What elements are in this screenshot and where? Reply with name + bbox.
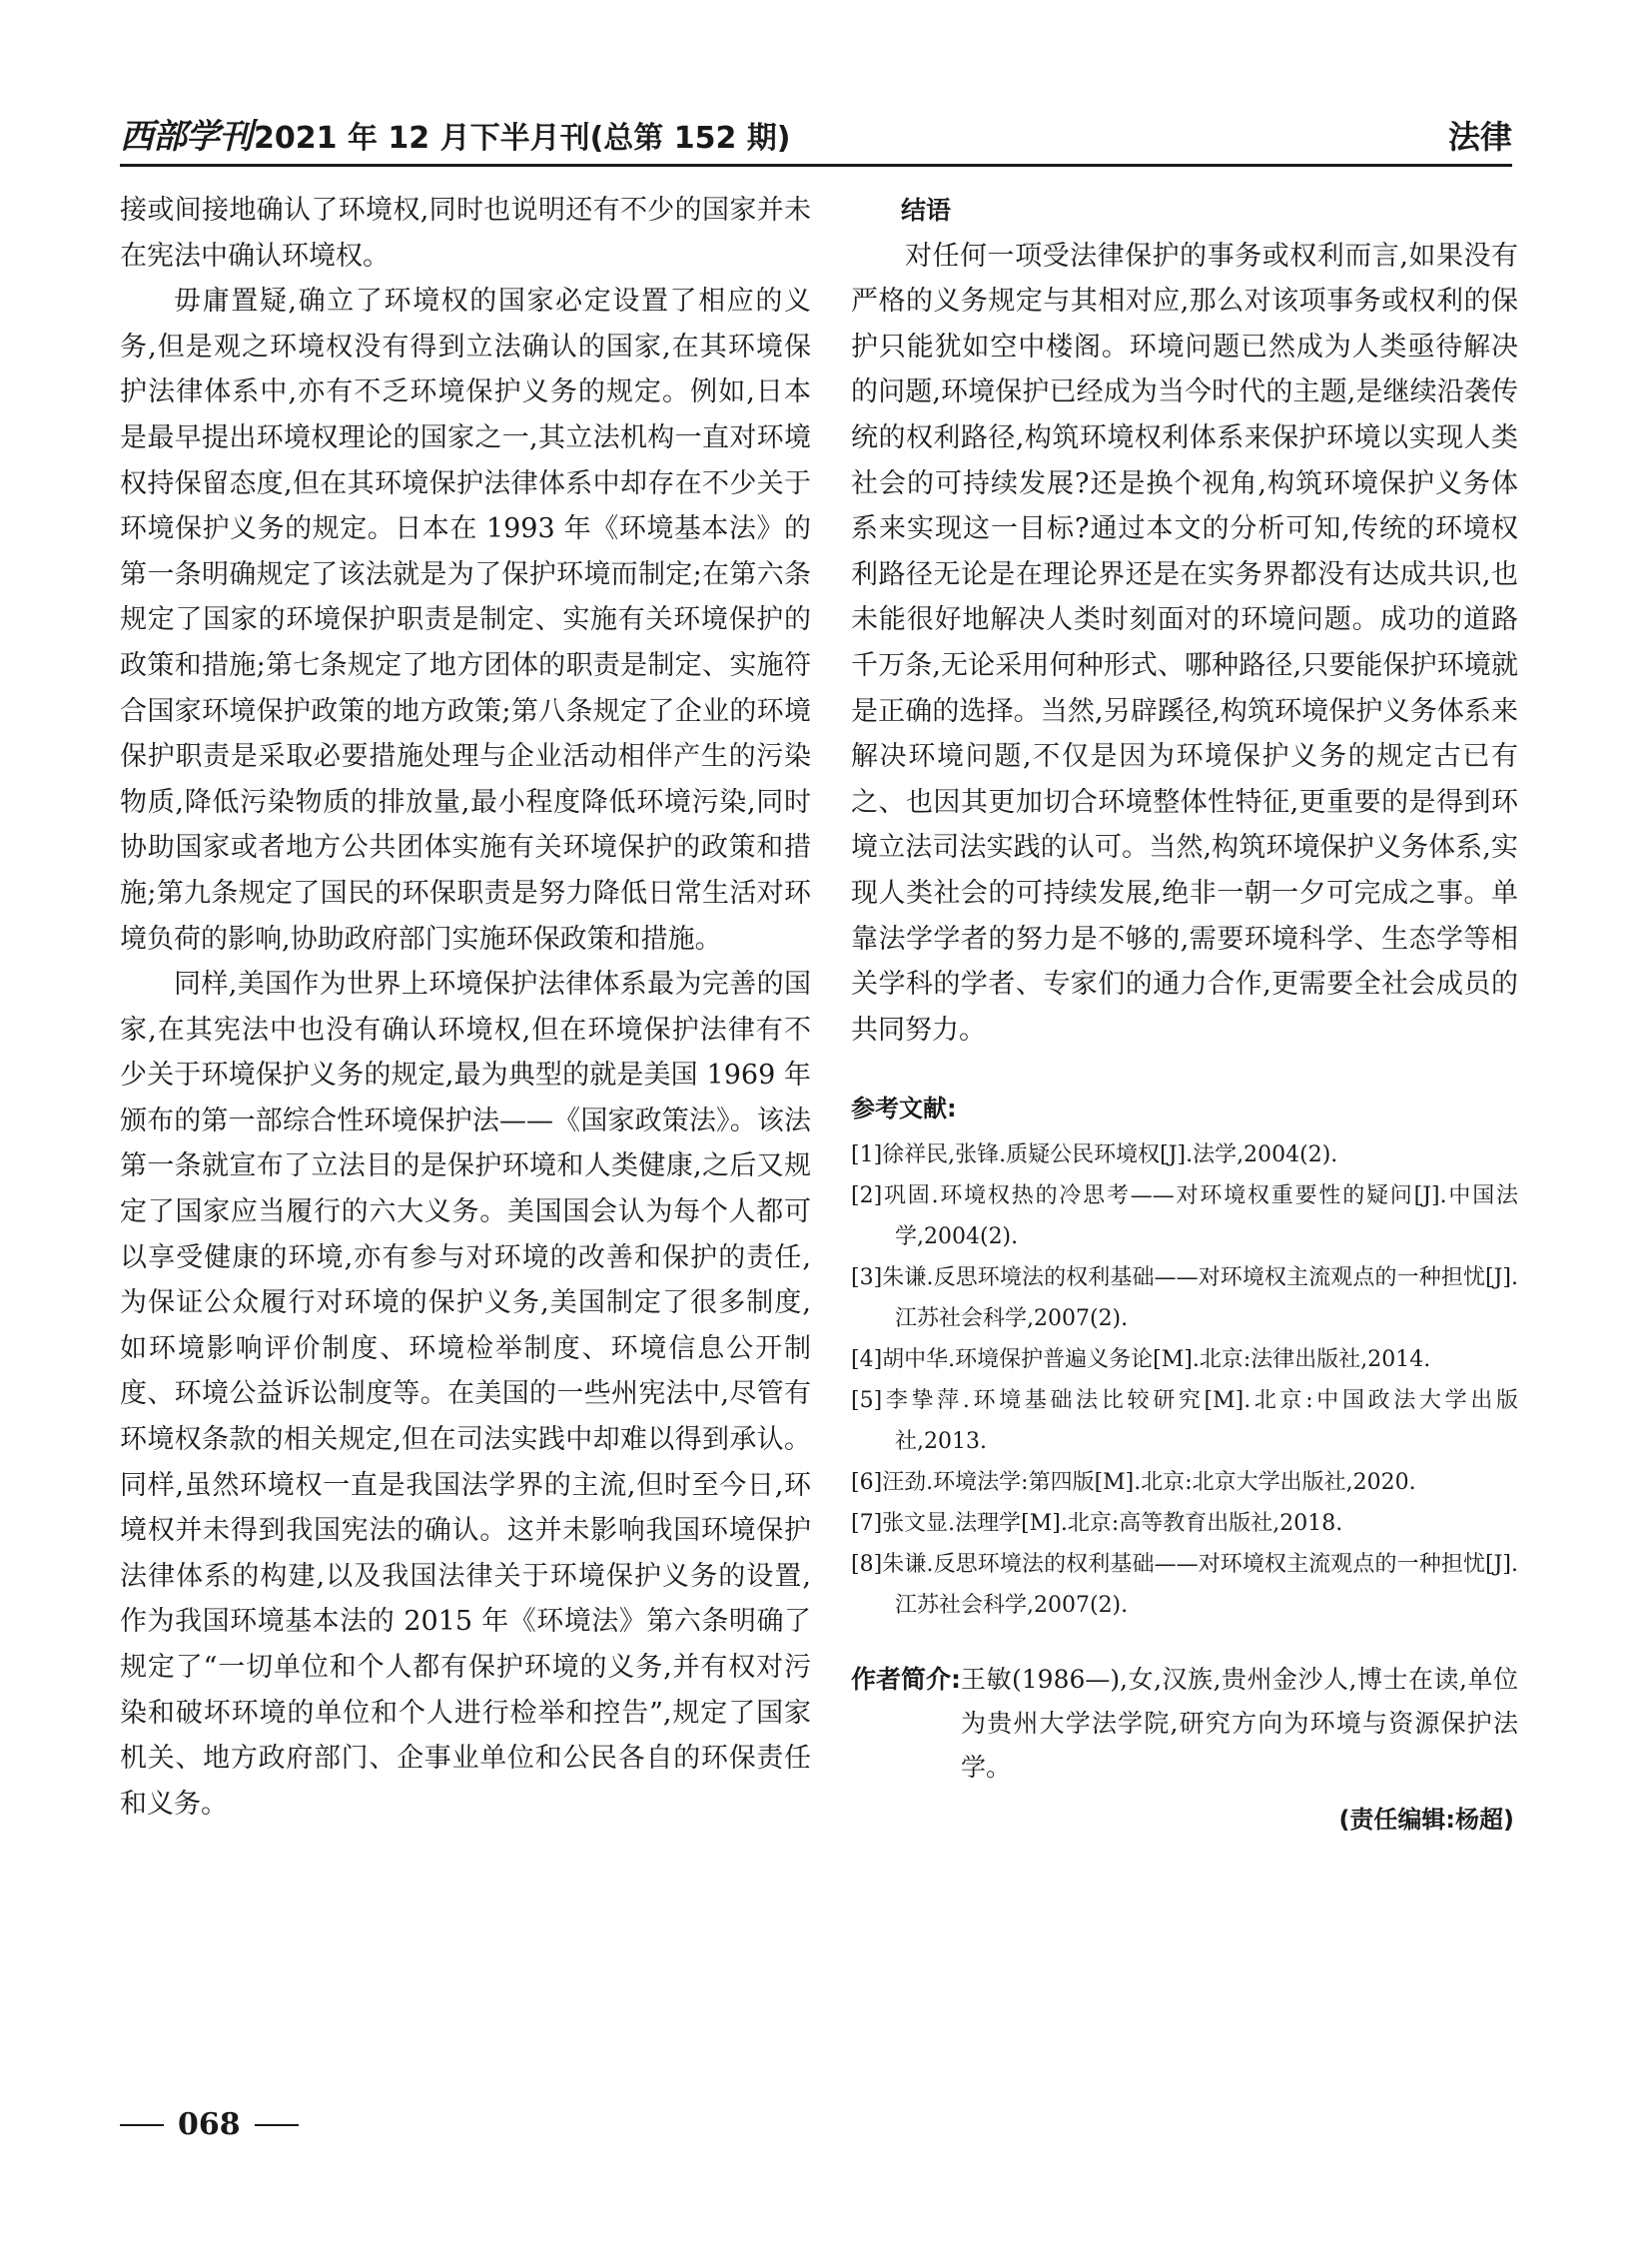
author-bio-label: 作者简介:	[851, 1665, 961, 1695]
right-column	[851, 188, 1518, 1844]
page-header	[120, 108, 1512, 167]
dash-right	[255, 2124, 299, 2126]
reference-item: [5]李挚萍.环境基础法比较研究[M].北京:中国政法大学出版社,2013.	[851, 1388, 1518, 1455]
body-paragraph: 毋庸置疑,确立了环境权的国家必定设置了相应的义务,但是观之环境权没有得到立法确认的国家,在其环境保护法律体系中,亦有不乏环境保护义务的规定。例如,日本是最早提出环境权理论的国家之一,其立法机构一直对环境权持保留态度,但在其环境保护法律体系中却存在不少关于环境保护义务的规定。日本在 1993 年《环境基本法》的第一条明确规定了该法就是为了保护环境而制定;在第六条规定了国家的环境保护职责是制定、实施有关环境保护的政策和措施;第七条规定了地方团体的职责是制定、实施符合国家环境保护政策的地方政策;第八条规定了企业的环境保护职责是采取必要措施处理与企业活动相伴产生的污染物质,降低污染物质的排放量,最小程度降低环境污染,同时协助国家或者地方公共团体实施有关环境保护的政策和措施;第九条规定了国民的环保职责是努力降低日常生活对环境负荷的影响,协助政府部门实施环保政策和措施。	[120, 286, 811, 955]
reference-item: [1]徐祥民,张锋.质疑公民环境权[J].法学,2004(2).	[851, 1142, 1338, 1168]
reference-item: [7]张文显.法理学[M].北京:高等教育出版社,2018.	[851, 1511, 1343, 1537]
journal-info	[120, 109, 791, 158]
references-heading: 参考文献:	[851, 1095, 957, 1123]
reference-item: [6]汪劲.环境法学:第四版[M].北京:北京大学出版社,2020.	[851, 1470, 1416, 1496]
issue-info: 2021 年 12 月下半月刊(总第 152 期)	[254, 121, 791, 156]
reference-item: [8]朱谦.反思环境法的权利基础——对环境权主流观点的一种担忧[J].江苏社会科学,2007(2).	[851, 1552, 1518, 1619]
body-paragraph: 接或间接地确认了环境权,同时也说明还有不少的国家并未在宪法中确认环境权。	[120, 195, 811, 272]
conclusion-heading: 结语	[901, 196, 952, 225]
editor-note: (责任编辑:杨超)	[1338, 1806, 1514, 1835]
author-bio-text: 王敏(1986—),女,汉族,贵州金沙人,博士在读,单位为贵州大学法学院,研究方向为环境与资源保护法学。	[961, 1665, 1518, 1783]
author-bio	[851, 1658, 1518, 1790]
dash-left	[120, 2124, 164, 2126]
page-footer	[120, 2107, 313, 2142]
journal-masthead: 西部学刊	[120, 117, 252, 157]
page-number: 068	[178, 2107, 241, 2142]
references-list	[851, 1134, 1518, 1626]
left-column	[120, 188, 811, 1827]
body-paragraph: 同样,美国作为世界上环境保护法律体系最为完善的国家,在其宪法中也没有确认环境权,但在环境保护法律有不少关于环境保护义务的规定,最为典型的就是美国 1969 年颁布的第一部综合性环境保护法——《国家政策法》。该法第一条就宣布了立法目的是保护环境和人类健康,之后又规定了国家应当履行的六大义务。美国国会认为每个人都可以享受健康的环境,亦有参与对环境的改善和保护的责任,为保证公众履行对环境的保护义务,美国制定了很多制度,如环境影响评价制度、环境检举制度、环境信息公开制度、环境公益诉讼制度等。在美国的一些州宪法中,尽管有环境权条款的相关规定,但在司法实践中却难以得到承认。同样,虽然环境权一直是我国法学界的主流,但时至今日,环境权并未得到我国宪法的确认。这并未影响我国环境保护法律体系的构建,以及我国法律关于环境保护义务的设置,作为我国环境基本法的 2015 年《环境法》第六条明确了规定了“一切单位和个人都有保护环境的义务,并有权对污染和破坏环境的单位和个人进行检举和控告”,规定了国家机关、地方政府部门、企事业单位和公民各自的环保责任和义务。	[120, 969, 811, 1820]
reference-item: [2]巩固.环境权热的冷思考——对环境权重要性的疑问[J].中国法学,2004(2).	[851, 1183, 1518, 1250]
section-label: 法律	[1447, 118, 1512, 156]
reference-item: [4]胡中华.环境保护普遍义务论[M].北京:法律出版社,2014.	[851, 1347, 1431, 1373]
conclusion-paragraph: 对任何一项受法律保护的事务或权利而言,如果没有严格的义务规定与其相对应,那么对该项事务或权利的保护只能犹如空中楼阁。环境问题已然成为人类亟待解决的问题,环境保护已经成为当今时代的主题,是继续沿袭传统的权利路径,构筑环境权利体系来保护环境以实现人类社会的可持续发展?还是换个视角,构筑环境保护义务体系来实现这一目标?通过本文的分析可知,传统的环境权利路径无论是在理论界还是在实务界都没有达成共识,也未能很好地解决人类时刻面对的环境问题。成功的道路千万条,无论采用何种形式、哪种路径,只要能保护环境就是正确的选择。当然,另辟蹊径,构筑环境保护义务体系来解决环境问题,不仅是因为环境保护义务的规定古已有之、也因其更加切合环境整体性特征,更重要的是得到环境立法司法实践的认可。当然,构筑环境保护义务体系,实现人类社会的可持续发展,绝非一朝一夕可完成之事。单靠法学学者的努力是不够的,需要环境科学、生态学等相关学科的学者、专家们的通力合作,更需要全社会成员的共同努力。	[851, 240, 1518, 1046]
reference-item: [3]朱谦.反思环境法的权利基础——对环境权主流观点的一种担忧[J].江苏社会科学,2007(2).	[851, 1265, 1518, 1332]
